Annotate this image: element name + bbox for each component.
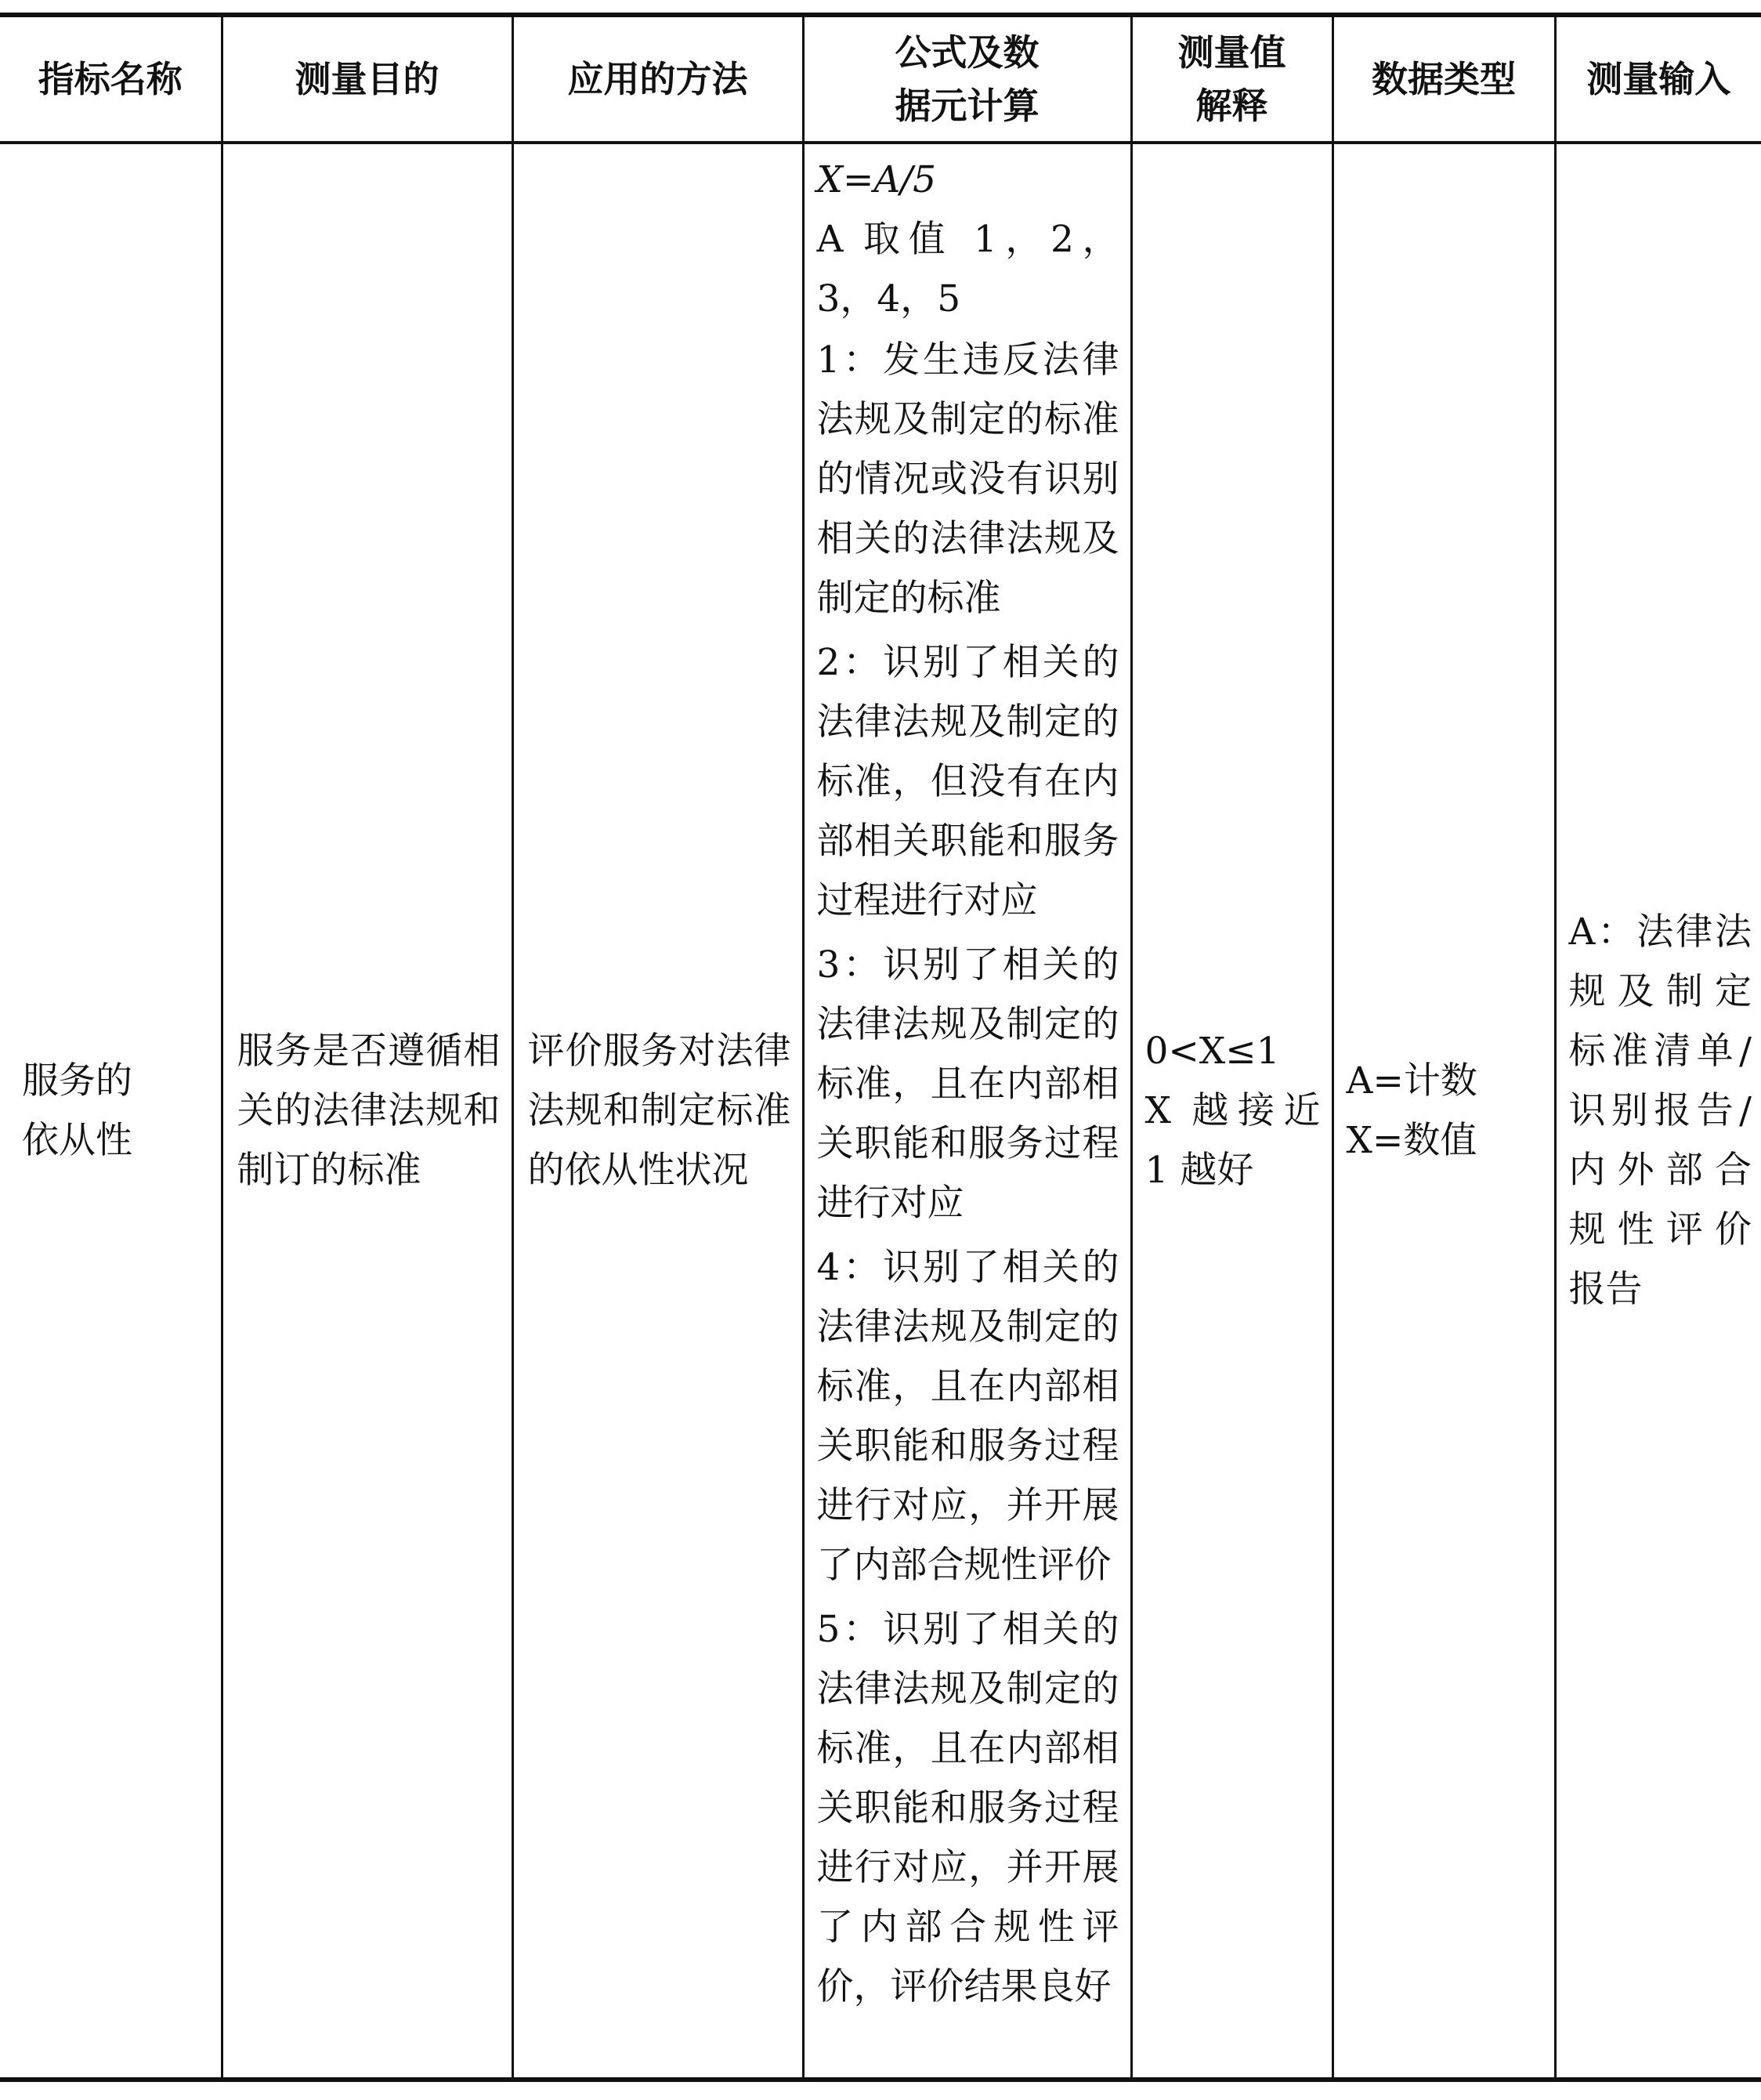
formula-level-3: 3：识别了相关的法律法规及制定的标准，且在内部相关职能和服务过程进行对应 — [816, 943, 1119, 1225]
formula-expression: X=A/5 — [816, 158, 937, 201]
cell-purpose — [222, 143, 512, 2080]
cell-interpretation — [1131, 143, 1333, 2080]
cell-input — [1555, 143, 1761, 2080]
formula-level-1: 1：发生违反法律法规及制定的标准的情况或没有识别相关的法律法规及制定的标准 — [816, 339, 1119, 620]
interpretation-range: 0<X≤1 — [1144, 1029, 1280, 1073]
formula-block — [805, 144, 1130, 2017]
cell-data-type — [1333, 143, 1555, 2080]
header-formula — [803, 15, 1131, 143]
metric-table — [0, 13, 1761, 2082]
formula-level-5: 5：识别了相关的法律法规及制定的标准，且在内部相关职能和服务过程进行对应，并开展了内部合规性评价，评价结果良好 — [816, 1608, 1119, 2008]
metric-name-line1: 服务的 — [22, 1059, 132, 1102]
header-purpose: 测量目的 — [222, 15, 512, 143]
formula-value-range: A 取值 1，2，3，4，5 — [816, 218, 1119, 320]
formula-level-2: 2：识别了相关的法律法规及制定的标准，但没有在内部相关职能和服务过程进行对应 — [816, 641, 1119, 922]
cell-formula — [803, 143, 1131, 2080]
cell-metric-name — [0, 143, 222, 2080]
purpose-text: 服务是否遵循相关的法律法规和制订的标准 — [237, 1029, 501, 1192]
header-interp-line2: 解释 — [1195, 85, 1268, 127]
table-row — [0, 143, 1761, 2080]
header-data-type: 数据类型 — [1333, 15, 1555, 143]
header-input: 测量输入 — [1555, 15, 1761, 143]
header-row — [0, 15, 1761, 143]
input-text: A：法律法规及制定标准清单/识别报告/内外部合规性评价报告 — [1568, 910, 1752, 1311]
cell-method — [512, 143, 803, 2080]
header-method: 应用的方法 — [512, 15, 803, 143]
header-metric-name: 指标名称 — [0, 15, 222, 143]
method-text: 评价服务对法律法规和制定标准的依从性状况 — [527, 1029, 791, 1192]
header-interpretation — [1131, 15, 1333, 143]
header-formula-line2: 据元计算 — [895, 85, 1040, 127]
metric-name-line2: 依从性 — [22, 1118, 132, 1162]
formula-level-4: 4：识别了相关的法律法规及制定的标准，且在内部相关职能和服务过程进行对应，并开展了内部合规性评价 — [816, 1246, 1119, 1587]
data-type-a: A=计数 — [1346, 1059, 1477, 1102]
header-formula-line1: 公式及数 — [895, 31, 1040, 74]
interpretation-note: X 越接近 1 越好 — [1144, 1088, 1321, 1192]
data-type-x: X=数值 — [1346, 1118, 1477, 1162]
header-interp-line1: 测量值 — [1177, 31, 1286, 74]
